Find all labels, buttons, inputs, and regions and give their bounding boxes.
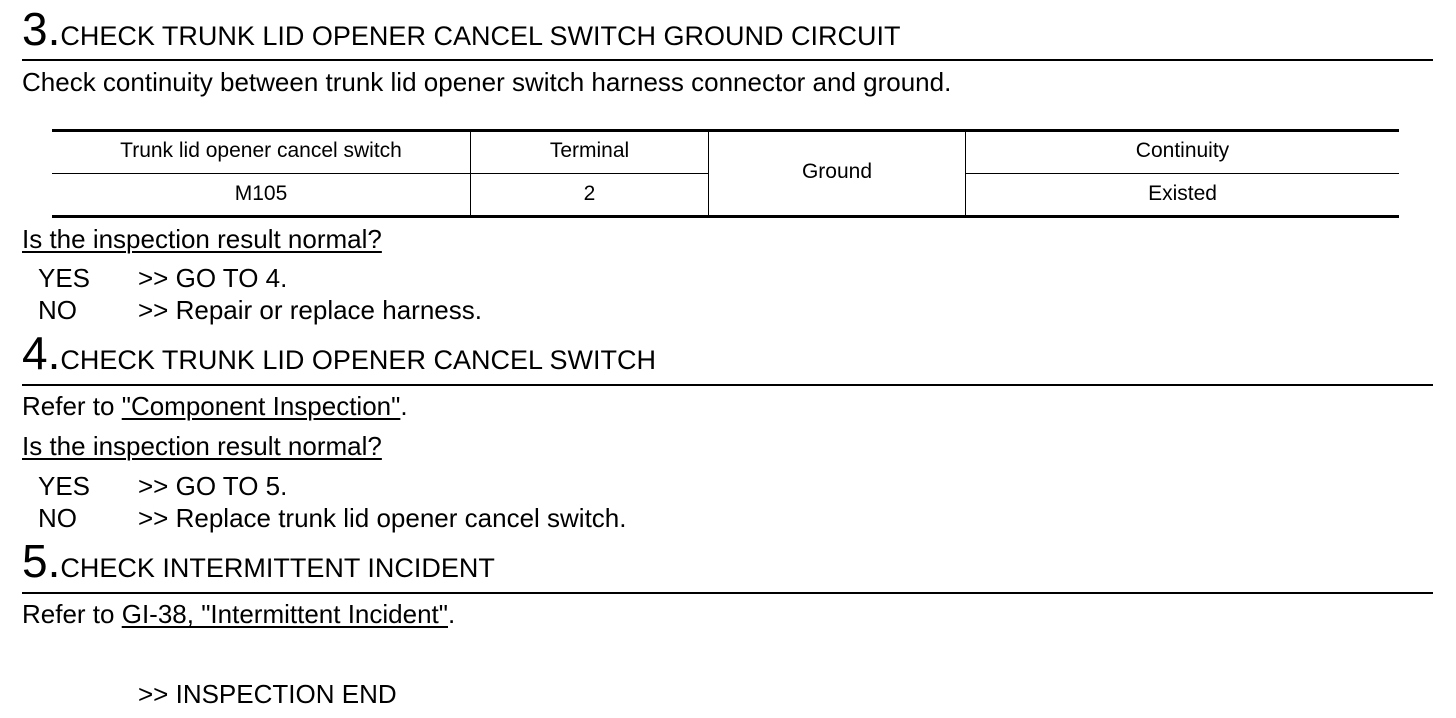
table-header-continuity: Continuity [1135,139,1230,162]
yes-label: YES [38,263,91,293]
component-inspection-link[interactable]: "Component Inspection" [121,391,401,421]
no-action: >> Replace trunk lid opener cancel switch. [138,503,627,533]
step-number: 3. [22,3,61,55]
heading-rule [22,384,1433,386]
no-action: >> Repair or replace harness. [138,295,482,325]
step-4-reference [22,391,408,421]
yes-label: YES [38,471,91,501]
step-3-heading [22,3,901,55]
table-cell-continuity: Existed [1148,182,1217,205]
inspection-question: Is the inspection result normal? [22,224,382,254]
step-title: CHECK TRUNK LID OPENER CANCEL SWITCH GROUND CIRCUIT [60,21,901,51]
table-top-border [52,129,1399,132]
table-header-terminal: Terminal [549,139,630,162]
step-3-instruction: Check continuity between trunk lid opener switch harness connector and ground. [22,67,952,97]
step-5-reference [22,599,455,629]
step-5-heading [22,535,495,587]
refer-suffix: . [400,391,408,421]
table-row-divider-right [966,173,1399,174]
step-4-heading [22,327,656,379]
table-row-divider-left [52,173,709,174]
step-title: CHECK TRUNK LID OPENER CANCEL SWITCH [60,345,656,375]
yes-action: >> GO TO 5. [138,471,288,501]
refer-suffix: . [448,599,456,629]
yes-action: >> GO TO 4. [138,263,288,293]
step-title: CHECK INTERMITTENT INCIDENT [60,553,495,583]
table-cell-terminal: 2 [583,182,596,205]
table-cell-connector: M105 [234,182,288,205]
heading-rule [22,592,1433,594]
intermittent-incident-link[interactable]: GI-38, "Intermittent Incident" [121,599,448,629]
refer-prefix: Refer to [22,391,122,421]
no-label: NO [38,295,77,325]
step-number: 4. [22,327,61,379]
inspection-question: Is the inspection result normal? [22,431,382,461]
refer-prefix: Refer to [22,599,122,629]
table-bottom-border [52,215,1399,218]
heading-rule [22,59,1433,61]
inspection-end: >> INSPECTION END [138,679,397,709]
table-header-connector: Trunk lid opener cancel switch [120,139,402,162]
step-number: 5. [22,535,61,587]
no-label: NO [38,503,77,533]
table-cell-ground: Ground [801,160,873,183]
